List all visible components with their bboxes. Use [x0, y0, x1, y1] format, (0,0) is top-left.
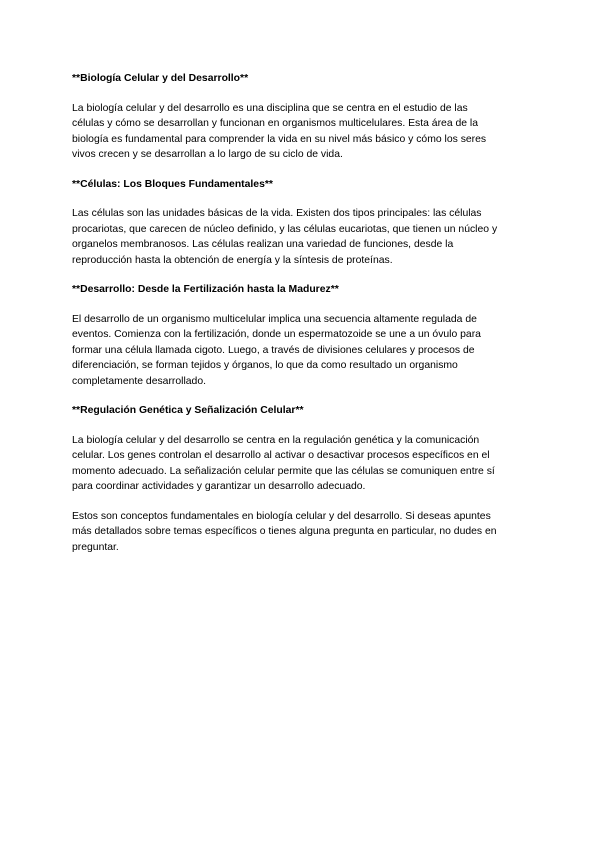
- paragraph-line: eventos. Comienza con la fertilización, donde un espermatozoide se une a un óvulo para: [72, 329, 481, 340]
- paragraph-line: La biología celular y del desarrollo es una disciplina que se centra en el estudio de las: [72, 102, 468, 114]
- paragraph-line: preguntar.: [72, 541, 119, 553]
- paragraph-line: para coordinar actividades y garantizar un desarrollo adecuado.: [72, 481, 366, 492]
- section-paragraph-regulacion: [72, 433, 532, 495]
- paragraph-line: momento adecuado. La señalización celular permite que las células se comuniquen entre sí: [72, 465, 495, 477]
- paragraph-line: diferenciación, se forman tejidos y órganos, lo que da como resultado un organismo: [72, 360, 458, 371]
- paragraph-line: más detallados sobre temas específicos o tienes alguna pregunta en particular, no dudes en: [72, 526, 497, 537]
- paragraph-line: procariotas, que carecen de núcleo definido, y las células eucariotas, que tienen un núcleo y: [72, 223, 498, 235]
- paragraph-line: completamente desarrollado.: [72, 375, 206, 387]
- section-paragraph-celulas: [72, 206, 532, 268]
- paragraph-line: reproducción hasta la obtención de energía y la síntesis de proteínas.: [72, 254, 393, 266]
- paragraph-line: El desarrollo de un organismo multicelular implica una secuencia altamente regulada de: [72, 313, 477, 325]
- section-heading-celulas: **Células: Los Bloques Fundamentales**: [72, 178, 273, 190]
- section-paragraph-desarrollo: [72, 312, 532, 390]
- paragraph-line: Estos son conceptos fundamentales en biología celular y del desarrollo. Si deseas apuntes: [72, 510, 491, 522]
- document-body: [72, 71, 532, 569]
- section-paragraph-biologia-celular: [72, 101, 532, 163]
- section-heading-biologia-celular: **Biología Celular y del Desarrollo**: [72, 73, 249, 84]
- paragraph-line: biología es fundamental para comprender la vida en su nivel más básico y cómo los seres: [72, 133, 487, 145]
- paragraph-line: La biología celular y del desarrollo se centra en la regulación genética y la comunicación: [72, 434, 480, 446]
- paragraph-line: vivos crecen y se desarrollan a lo largo de su ciclo de vida.: [72, 149, 343, 160]
- closing-paragraph: [72, 509, 532, 556]
- paragraph-line: células y cómo se desarrollan y funcionan en organismos multicelulares. Esta área de la: [72, 118, 479, 129]
- paragraph-line: organelos membranosos. Las células realizan una variedad de funciones, desde la: [72, 239, 454, 250]
- paragraph-line: formar una célula llamada cigoto. Luego, a través de divisiones celulares y procesos de: [72, 344, 475, 356]
- section-heading-desarrollo: **Desarrollo: Desde la Fertilización hasta la Madurez**: [72, 284, 339, 295]
- paragraph-line: Las células son las unidades básicas de la vida. Existen dos tipos principales: las células: [72, 208, 482, 219]
- paragraph-line: celular. Los genes controlan el desarrollo al activar o desactivar procesos específicos en el: [72, 450, 490, 461]
- section-heading-regulacion: **Regulación Genética y Señalización Celular**: [72, 405, 304, 416]
